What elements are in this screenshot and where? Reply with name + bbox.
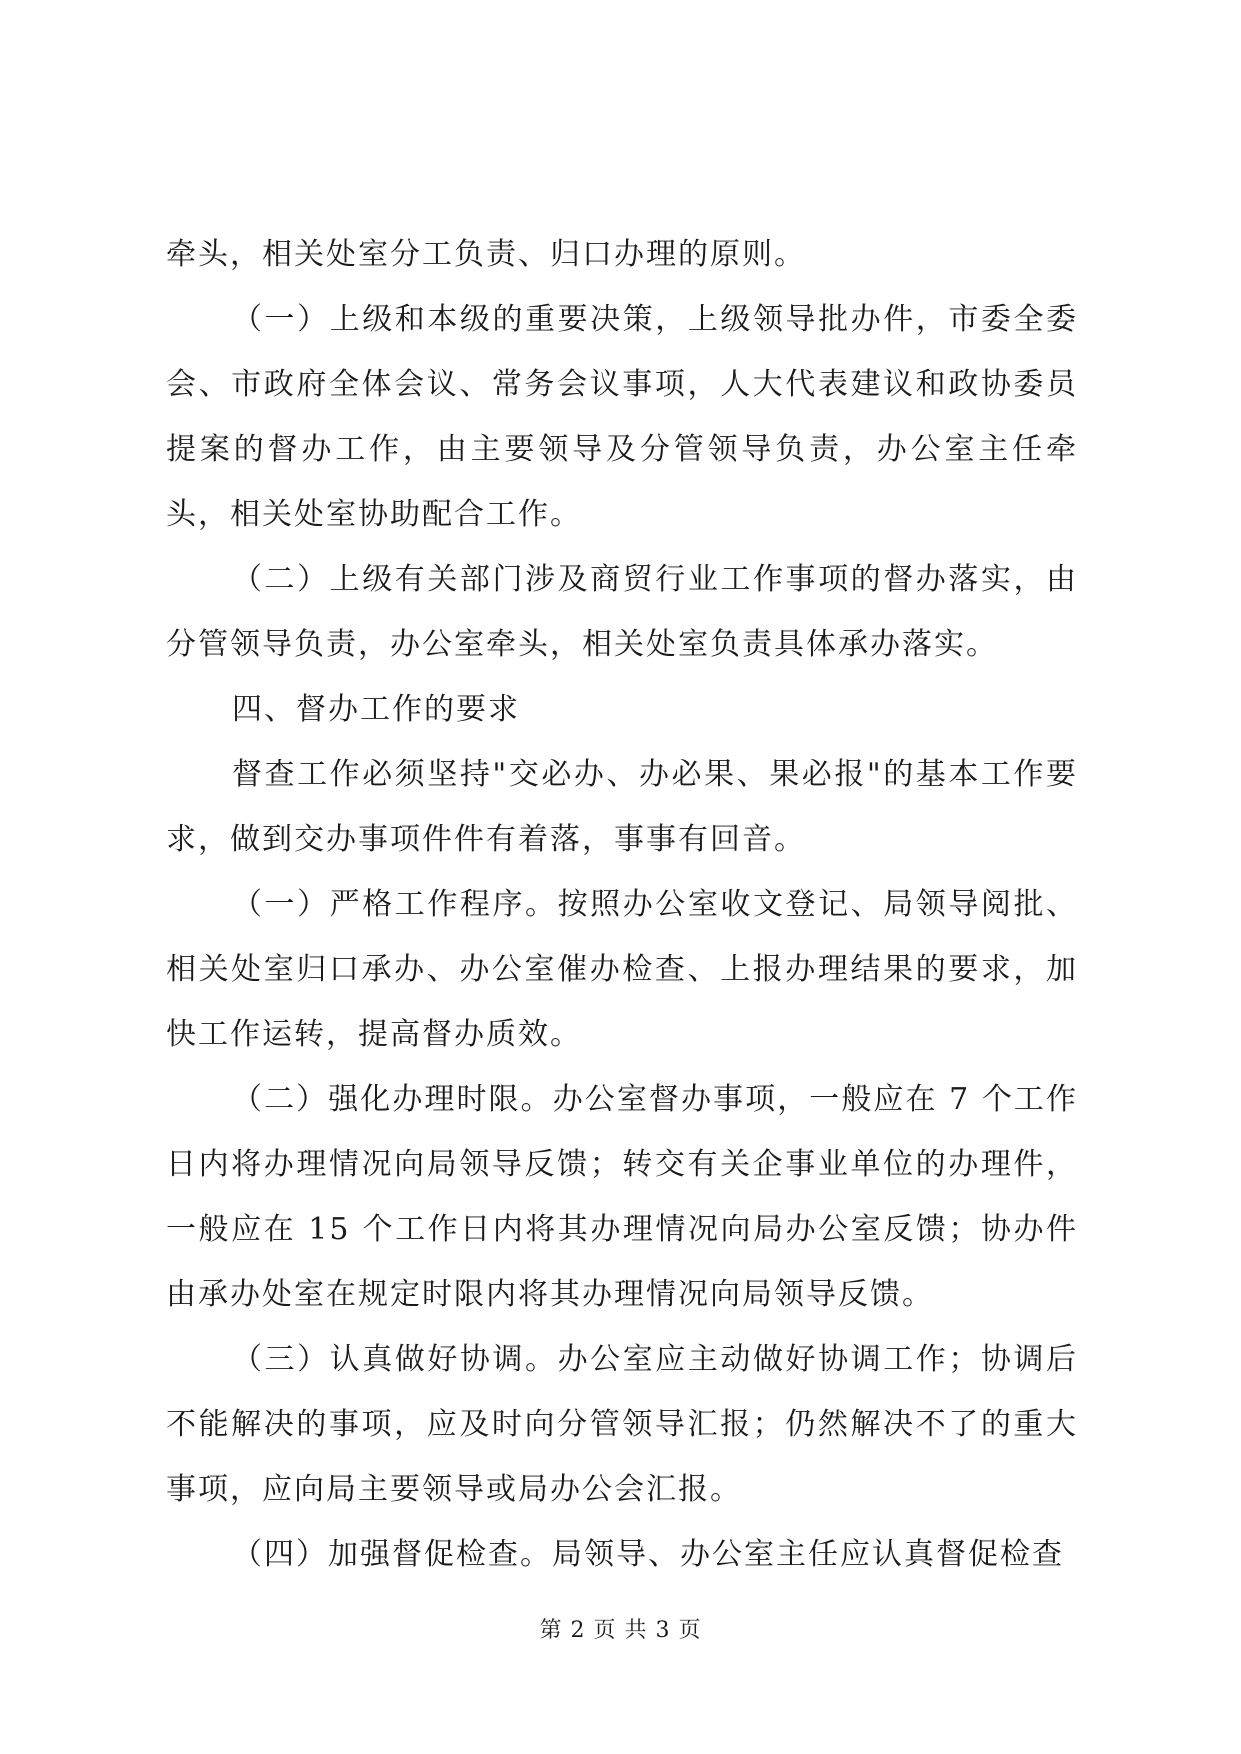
paragraph-1: 牵头，相关处室分工负责、归口办理的原则。	[166, 237, 806, 272]
paragraph-7: （三）认真做好协调。办公室应主动做好协调工作；协调后不能解决的事项，应及时向分管领导汇报；仍然解决不了的重大事项，应向局主要领导或局办公会汇报。	[166, 1342, 1078, 1507]
paragraph-5: （一）严格工作程序。按照办公室收文登记、局领导阅批、相关处室归口承办、办公室催办检查、上报办理结果的要求，加快工作运转，提高督办质效。	[166, 887, 1078, 1052]
paragraph-3: （二）上级有关部门涉及商贸行业工作事项的督办落实，由分管领导负责，办公室牵头，相关处室负责具体承办落实。	[166, 562, 1078, 662]
paragraph-2: （一）上级和本级的重要决策，上级领导批办件，市委全委会、市政府全体会议、常务会议事项，人大代表建议和政协委员提案的督办工作，由主要领导及分管领导负责，办公室主任牵头，相关处室协助配合工作。	[166, 302, 1078, 532]
page-number: 第 2 页 共 3 页	[539, 1618, 702, 1643]
paragraph-6: （二）强化办理时限。办公室督办事项，一般应在 7 个工作日内将办理情况向局领导反馈；转交有关企事业单位的办理件，一般应在 15 个工作日内将其办理情况向局办公室反馈；协办件由承办处室在规定时限内将其办理情况向局领导反馈。	[166, 1082, 1078, 1312]
paragraph-8: （四）加强督促检查。局领导、办公室主任应认真督促检查	[232, 1537, 1064, 1572]
page-footer	[0, 1616, 1241, 1646]
paragraph-4: 督查工作必须坚持"交必办、办必果、果必报"的基本工作要求，做到交办事项件件有着落，事事有回音。	[166, 757, 1078, 857]
section-heading: 四、督办工作的要求	[232, 692, 520, 727]
document-body	[166, 222, 1078, 1587]
